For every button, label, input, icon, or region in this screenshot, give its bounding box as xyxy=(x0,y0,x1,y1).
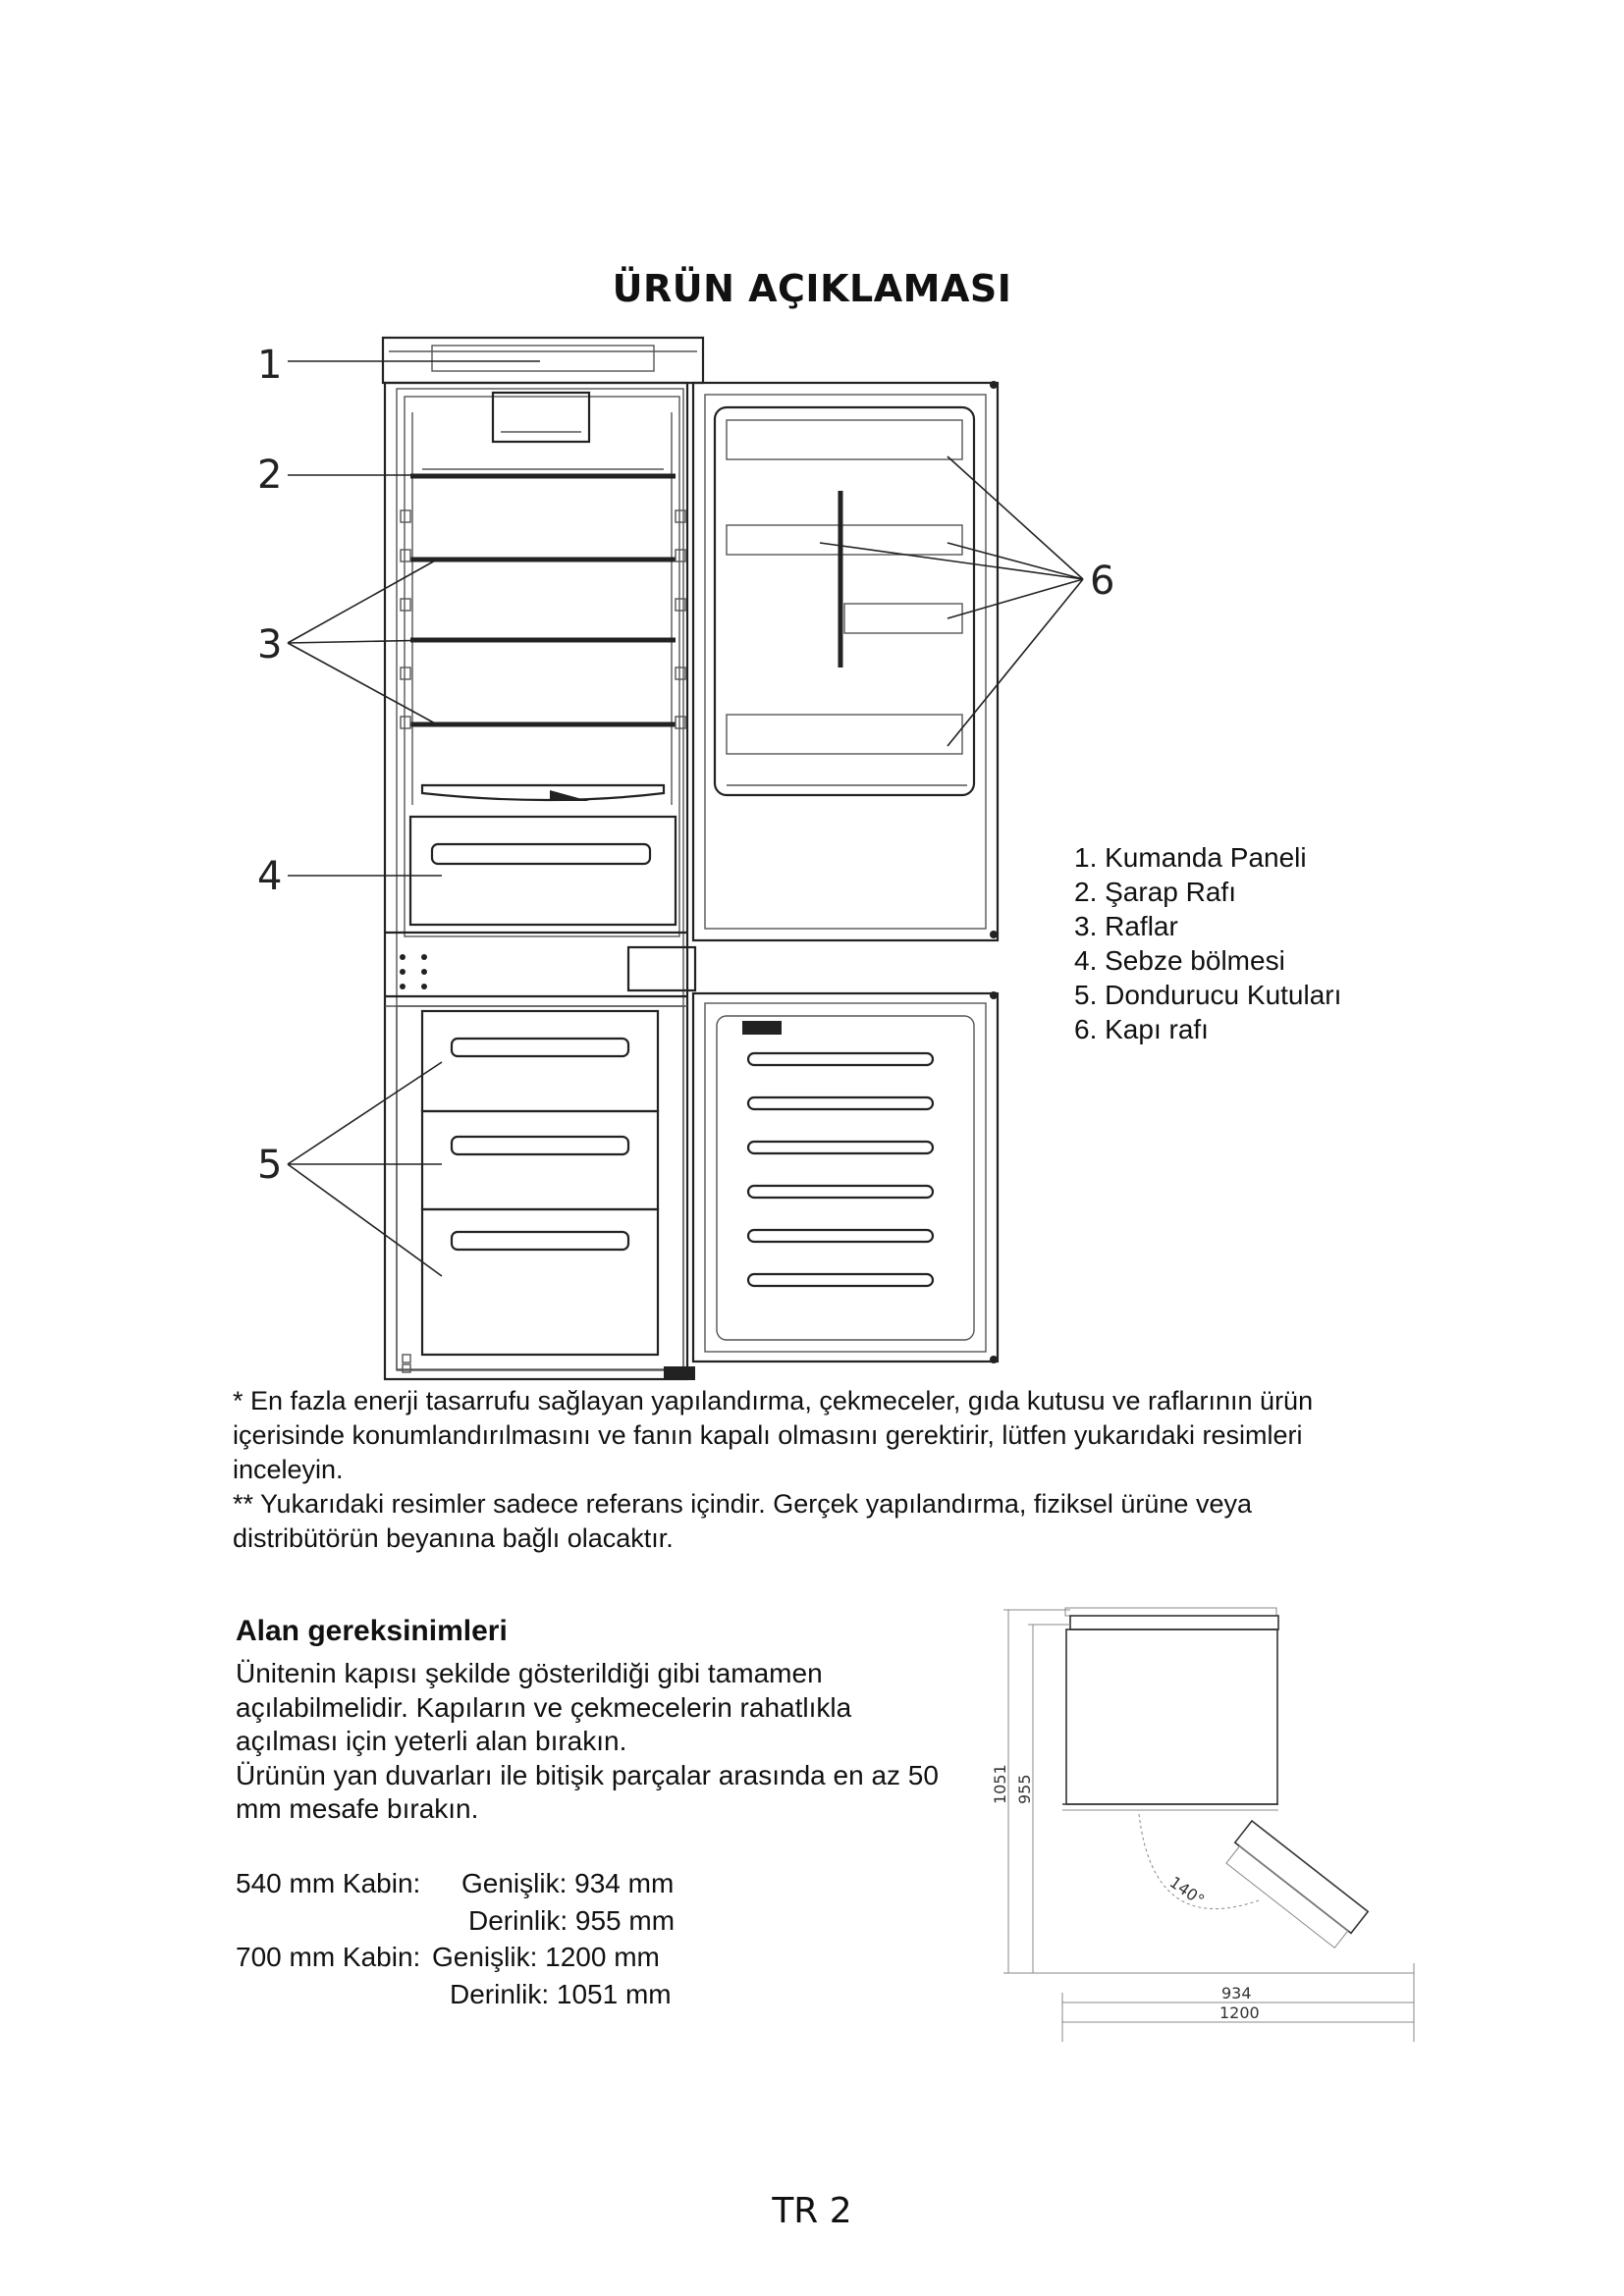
cabinet-body xyxy=(385,383,687,1379)
angle-label: 140° xyxy=(1165,1872,1209,1910)
vegetable-crisper xyxy=(410,817,676,925)
legend-item: 1. Kumanda Paneli xyxy=(1074,842,1307,873)
width-value: Genişlik: 934 mm xyxy=(461,1868,675,1898)
legend-item: 6. Kapı rafı xyxy=(1074,1014,1209,1044)
cabinet-label: 540 mm Kabin: xyxy=(236,1868,421,1898)
shelf-supports xyxy=(401,510,685,728)
door-hinge xyxy=(628,947,695,990)
shelves xyxy=(410,560,676,801)
callout-4: 4 xyxy=(257,854,283,899)
depth-value: Derinlik: 1051 mm xyxy=(450,1978,672,2009)
fridge-door xyxy=(693,381,998,940)
space-paragraph: Ürünün yan duvarları ile bitişik parçalar arasında en az 50 mm mesafe bırakın. xyxy=(236,1759,939,1824)
depth-value: Derinlik: 955 mm xyxy=(468,1904,676,1936)
width-inner-label: 934 xyxy=(1221,1984,1252,2002)
callout-6: 6 xyxy=(1090,559,1115,604)
legend-item: 4. Sebze bölmesi xyxy=(1074,945,1285,976)
control-panel-strip xyxy=(383,338,703,383)
width-value: Genişlik: 1200 mm xyxy=(432,1942,660,1972)
callout-5: 5 xyxy=(257,1143,283,1188)
legend-item: 2. Şarap Rafı xyxy=(1074,877,1236,907)
page-title: ÜRÜN AÇIKLAMASI xyxy=(612,267,1012,310)
note-reference: ** Yukarıdaki resimler sadece referans içindir. Gerçek yapılandırma, fiziksel ürüne veya distribütörün beyanına bağlı olacaktır. xyxy=(233,1489,1252,1553)
door-opening-plan xyxy=(982,1590,1434,2052)
legend-item: 3. Raflar xyxy=(1074,911,1178,941)
page-number: TR 2 xyxy=(772,2191,852,2231)
freezer-compartment xyxy=(397,1006,683,1372)
space-paragraph: Ünitenin kapısı şekilde gösterildiği gibi tamamen açılabilmelidir. Kapıların ve çekmecelerin rahatlıkla açılması için yeterli alan bırakın. xyxy=(236,1658,852,1756)
callout-3: 3 xyxy=(257,622,283,667)
leader-lines xyxy=(288,361,1083,1276)
notes xyxy=(233,1384,1391,1556)
section-heading: Alan gereksinimleri xyxy=(236,1615,508,1647)
parts-legend xyxy=(1074,840,1341,1046)
space-requirements-text xyxy=(236,1657,943,1827)
callout-1: 1 xyxy=(257,343,283,388)
depth-inner-label: 955 xyxy=(1015,1774,1034,1804)
legend-item: 5. Dondurucu Kutuları xyxy=(1074,980,1342,1010)
callout-2: 2 xyxy=(257,453,283,498)
depth-outer-label: 1051 xyxy=(991,1764,1009,1804)
wine-shelf xyxy=(410,469,676,476)
freezer-door xyxy=(664,991,998,1380)
cabinet-label: 700 mm Kabin: xyxy=(236,1942,421,1972)
width-outer-label: 1200 xyxy=(1219,2003,1260,2022)
control-buttons xyxy=(400,954,427,989)
note-energy: * En fazla enerji tasarrufu sağlayan yapılandırma, çekmeceler, gıda kutusu ve raflarının ürün içerisinde konumlandırılmasını ve fanın kapalı olmasını gerektirir, lütfen yukarıdaki resimleri inceleyin. xyxy=(233,1386,1314,1484)
